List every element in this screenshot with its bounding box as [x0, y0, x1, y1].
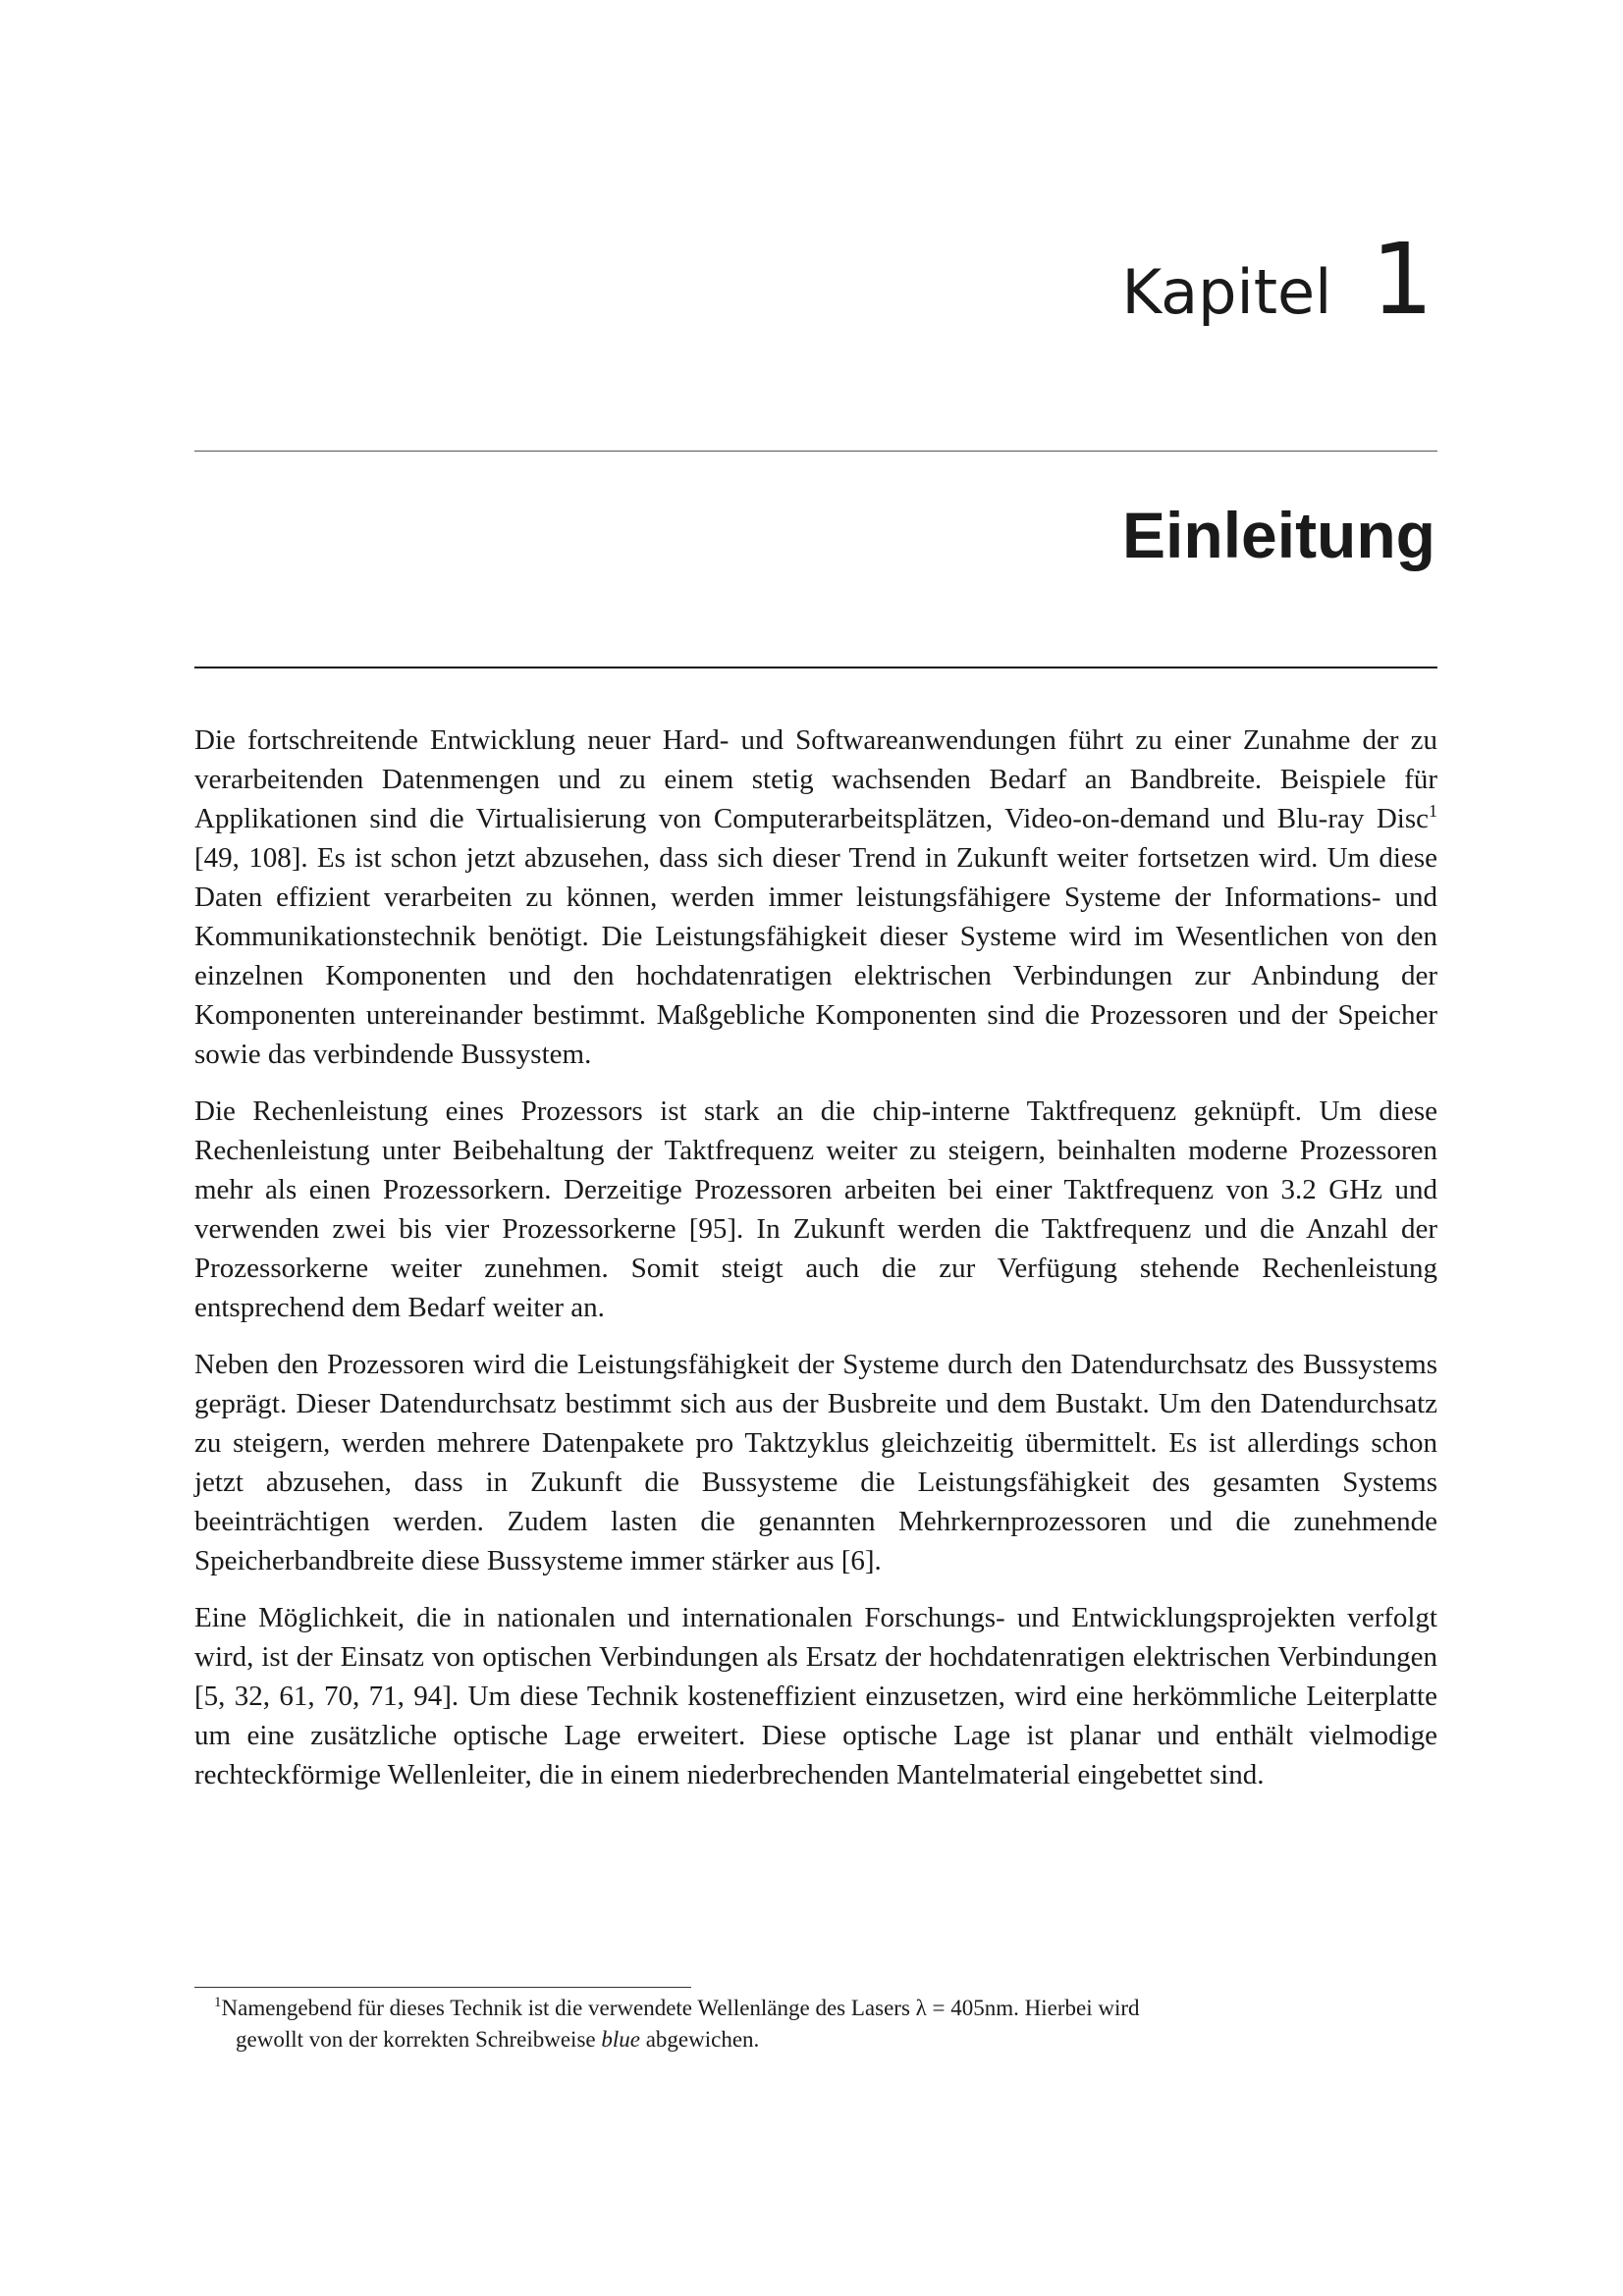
paragraph: Die Rechenleistung eines Prozessors ist stark an die chip-interne Taktfrequenz geknüpft. Um diese Rechenleistung unter Beibehaltung der Taktfrequenz weiter zu steigern, beinhalten moderne Prozessoren mehr als einen Prozessorkern. Derzeitige Prozessoren arbeiten bei einer Taktfrequenz von 3.2 GHz und verwenden zwei bis vier Prozessorkerne [95]. In Zukunft werden die Taktfrequenz und die Anzahl der Prozessorkerne weiter zunehmen. Somit steigt auch die zur Verfügung stehende Rechenleistung entsprechend dem Bedarf weiter an.: [194, 1095, 1437, 1323]
footnote-text: abgewichen.: [639, 2027, 760, 2052]
chapter-number: 1: [1371, 222, 1434, 337]
footnote-mark: 1: [214, 1995, 222, 2010]
paragraph: Neben den Prozessoren wird die Leistungsfähigkeit der Systeme durch den Datendurchsatz des Bussystems geprägt. Dieser Datendurchsatz bestimmt sich aus der Busbreite und dem Bustakt. Um den Datendurchsatz zu steigern, werden mehrere Datenpakete pro Taktzyklus gleichzeitig übermittelt. Es ist allerdings schon jetzt abzusehen, dass in Zukunft die Bussysteme die Leistungsfähigkeit des gesamten Systems beeinträchtigen werden. Zudem lasten die genannten Mehrkernprozessoren und die zunehmende Speicherbandbreite diese Bussysteme immer stärker aus [6].: [194, 1349, 1437, 1576]
body-text: [194, 721, 1437, 1812]
footnote-text: gewollt von der korrekten Schreibweise: [236, 2027, 602, 2052]
paragraph: [194, 721, 1437, 1074]
footnote: [194, 1993, 1437, 2056]
paragraph: Eine Möglichkeit, die in nationalen und internationalen Forschungs- und Entwicklungsprojekten verfolgt wird, ist der Einsatz von optischen Verbindungen als Ersatz der hochdatenratigen elektrischen Verbindungen [5, 32, 61, 70, 71, 94]. Um diese Technik kosteneffizient einzusetzen, wird eine herkömmliche Leiterplatte um eine zusätzliche optische Lage erweitert. Diese optische Lage ist planar und enthält vielmodige rechteckförmige Wellenleiter, die in einem niederbrechenden Mantelmaterial eingebettet sind.: [194, 1602, 1437, 1790]
chapter-heading: [1121, 222, 1434, 337]
chapter-label: Kapitel: [1121, 256, 1332, 328]
footnote-text: Namengebend für dieses Technik ist die verwendete Wellenlänge des Lasers λ = 405nm. Hierbei wird: [221, 1996, 1140, 2020]
title-rule-bottom: [194, 667, 1437, 668]
footnote-rule: [194, 1987, 691, 1988]
chapter-title: Einleitung: [1122, 499, 1435, 571]
footnote-line: [194, 1993, 1437, 2024]
paragraph-text: Die fortschreitende Entwicklung neuer Hard- und Softwareanwendungen führt zu einer Zunahme der zu verarbeitenden Datenmengen und zu einem stetig wachsenden Bedarf an Bandbreite. Beispiele für Applikationen sind die Virtualisierung von Computerarbeitsplätzen, Video-on-demand und Blu-ray Disc: [194, 724, 1437, 834]
footnote-reference[interactable]: 1: [1429, 801, 1437, 821]
paragraph-text: [49, 108]. Es ist schon jetzt abzusehen, dass sich dieser Trend in Zukunft weiter fortsetzen wird. Um diese Daten effizient verarbeiten zu können, werden immer leistungsfähigere Systeme der Informations- und Kommunikationstechnik benötigt. Die Leistungsfähigkeit dieser Systeme wird im Wesentlichen von den einzelnen Komponenten und den hochdatenratigen elektrischen Verbindungen zur Anbindung der Komponenten untereinander bestimmt. Maßgebliche Komponenten sind die Prozessoren und der Speicher sowie das verbindende Bussystem.: [194, 842, 1437, 1070]
title-rule-top: [194, 451, 1437, 452]
footnote-line: [194, 2024, 1437, 2056]
footnote-emphasis: blue: [601, 2027, 640, 2052]
